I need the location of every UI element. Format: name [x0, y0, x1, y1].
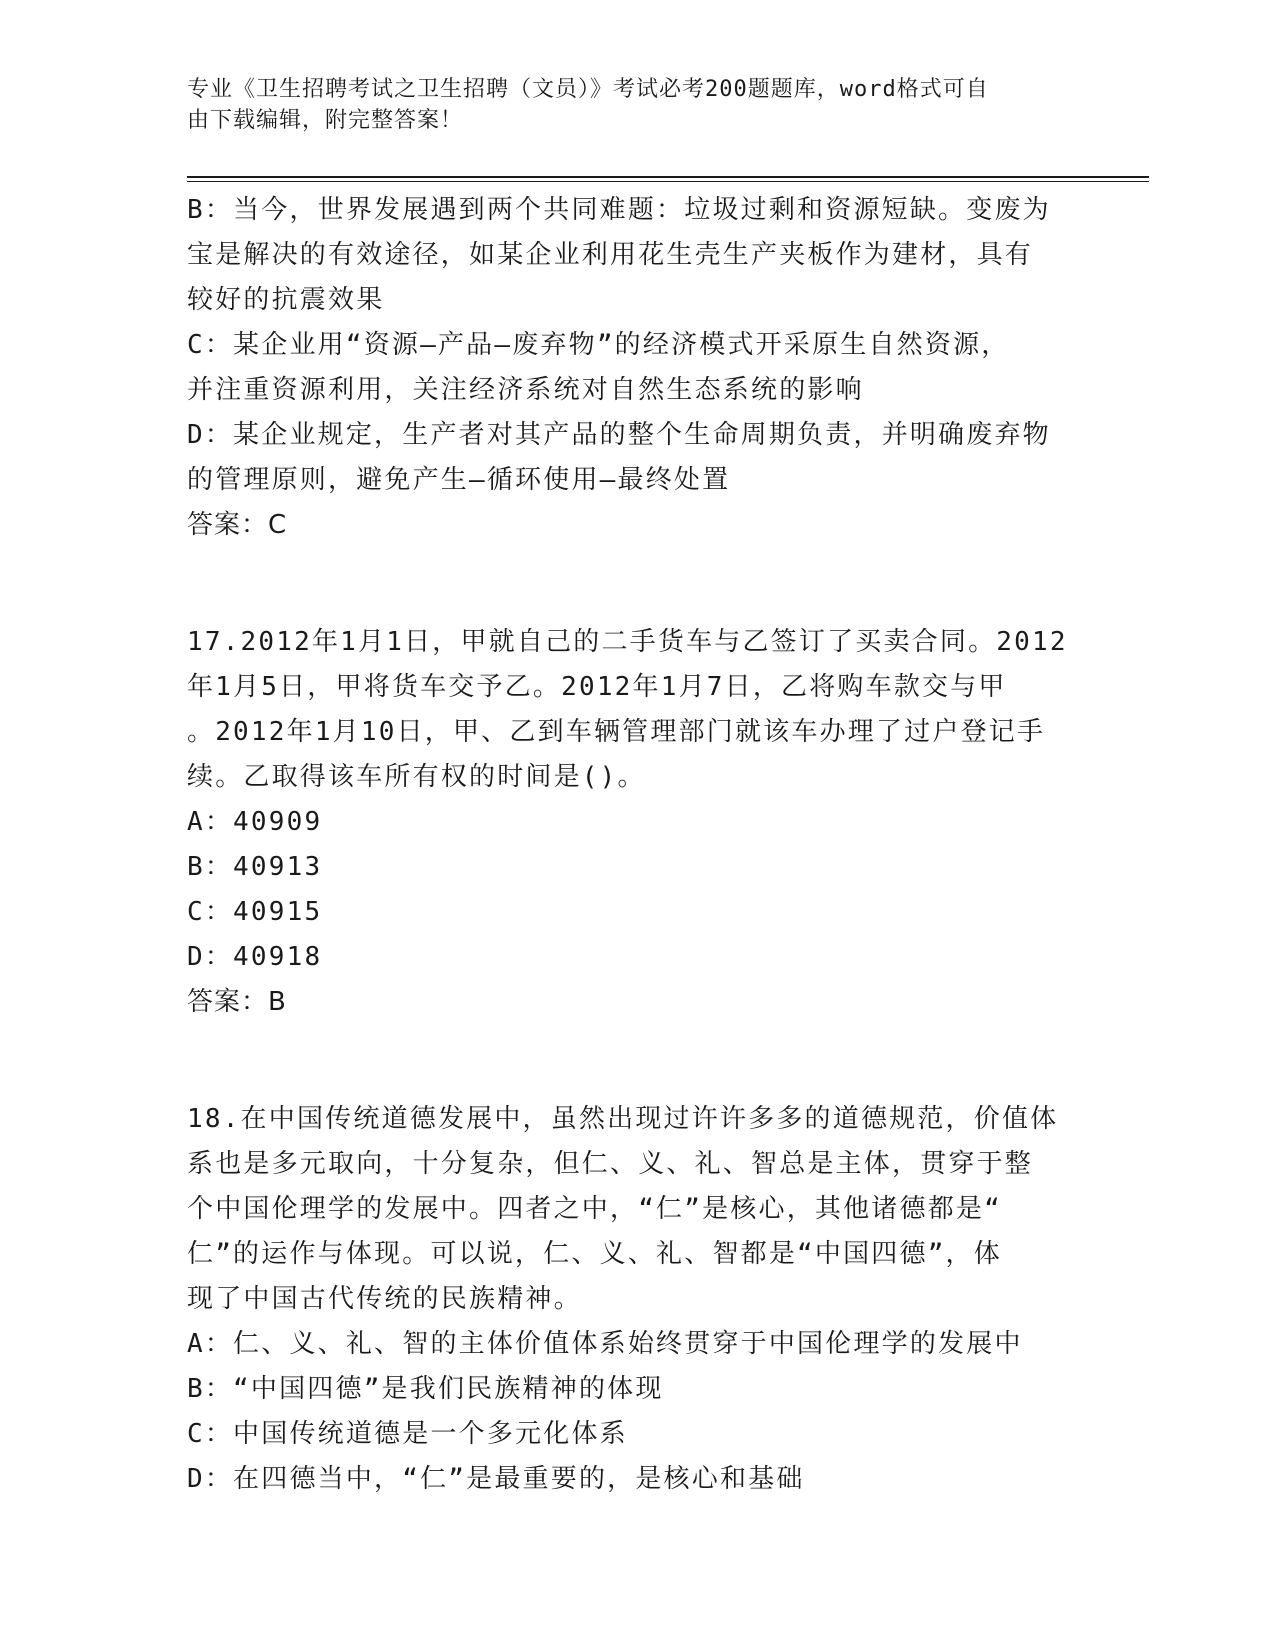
q17-option-c: C：40915: [187, 897, 323, 927]
question-16: [187, 188, 1087, 548]
q16-option-d-line-1: D：某企业规定，生产者对其产品的整个生命周期负责，并明确废弃物: [187, 420, 1051, 450]
q17-option-b: B：40913: [187, 852, 323, 882]
q16-option-c-line-1: C：某企业用“资源—产品—废弃物”的经济模式开采原生自然资源，: [187, 330, 1010, 360]
q18-stem-line-1: 18.在中国传统道德发展中，虽然出现过许许多多的道德规范，价值体: [187, 1104, 1059, 1134]
q18-stem-line-4: 仁”的运作与体现。可以说，仁、义、礼、智都是“中国四德”，体: [187, 1239, 1002, 1269]
q18-option-c: C：中国传统道德是一个多元化体系: [187, 1419, 628, 1449]
q16-option-d-line-2: 的管理原则，避免产生—循环使用—最终处置: [187, 465, 731, 495]
header-line-2: 由下载编辑，附完整答案！: [187, 108, 464, 133]
spacer: [187, 1025, 1087, 1097]
header-line-1: 专业《卫生招聘考试之卫生招聘（文员）》考试必考200题题库，word格式可自: [187, 77, 989, 102]
q16-option-b-line-1: B：当今，世界发展遇到两个共同难题：垃圾过剩和资源短缺。变废为: [187, 195, 1051, 225]
q18-stem-line-2: 系也是多元取向，十分复杂，但仁、义、礼、智总是主体，贯穿于整: [187, 1149, 1034, 1179]
question-18: [187, 1097, 1087, 1502]
q16-option-b-line-3: 较好的抗震效果: [187, 285, 385, 315]
q18-stem-line-5: 现了中国古代传统的民族精神。: [187, 1284, 582, 1314]
header-divider-thin: [187, 181, 1149, 182]
q17-answer: 答案：B: [187, 987, 287, 1017]
q17-option-a: A：40909: [187, 807, 323, 837]
document-header: [187, 74, 1067, 136]
q16-answer: 答案：C: [187, 510, 288, 540]
q17-option-d: D：40918: [187, 942, 323, 972]
q16-option-b-line-2: 宝是解决的有效途径，如某企业利用花生壳生产夹板作为建材，具有: [187, 240, 1034, 270]
q18-option-b: B：“中国四德”是我们民族精神的体现: [187, 1374, 664, 1404]
q17-stem-line-3: 。2012年1月10日，甲、乙到车辆管理部门就该车办理了过户登记手: [187, 717, 1046, 747]
q16-option-c-line-2: 并注重资源利用，关注经济系统对自然生态系统的影响: [187, 375, 864, 405]
spacer: [187, 548, 1087, 620]
q18-option-a: A：仁、义、礼、智的主体价值体系始终贯穿于中国伦理学的发展中: [187, 1329, 1023, 1359]
document-body: [187, 188, 1087, 1502]
question-17: [187, 620, 1087, 1025]
q18-stem-line-3: 个中国伦理学的发展中。四者之中，“仁”是核心，其他诸德都是“: [187, 1194, 1002, 1224]
q17-stem-line-2: 年1月5日，甲将货车交予乙。2012年1月7日，乙将购车款交与甲: [187, 672, 1007, 702]
q17-stem-line-4: 续。乙取得该车所有权的时间是()。: [187, 762, 646, 792]
header-divider-thick: [187, 176, 1149, 178]
q17-stem-line-1: 17.2012年1月1日，甲就自己的二手货车与乙签订了买卖合同。2012: [187, 627, 1068, 657]
q18-option-d: D：在四德当中，“仁”是最重要的，是核心和基础: [187, 1464, 805, 1494]
